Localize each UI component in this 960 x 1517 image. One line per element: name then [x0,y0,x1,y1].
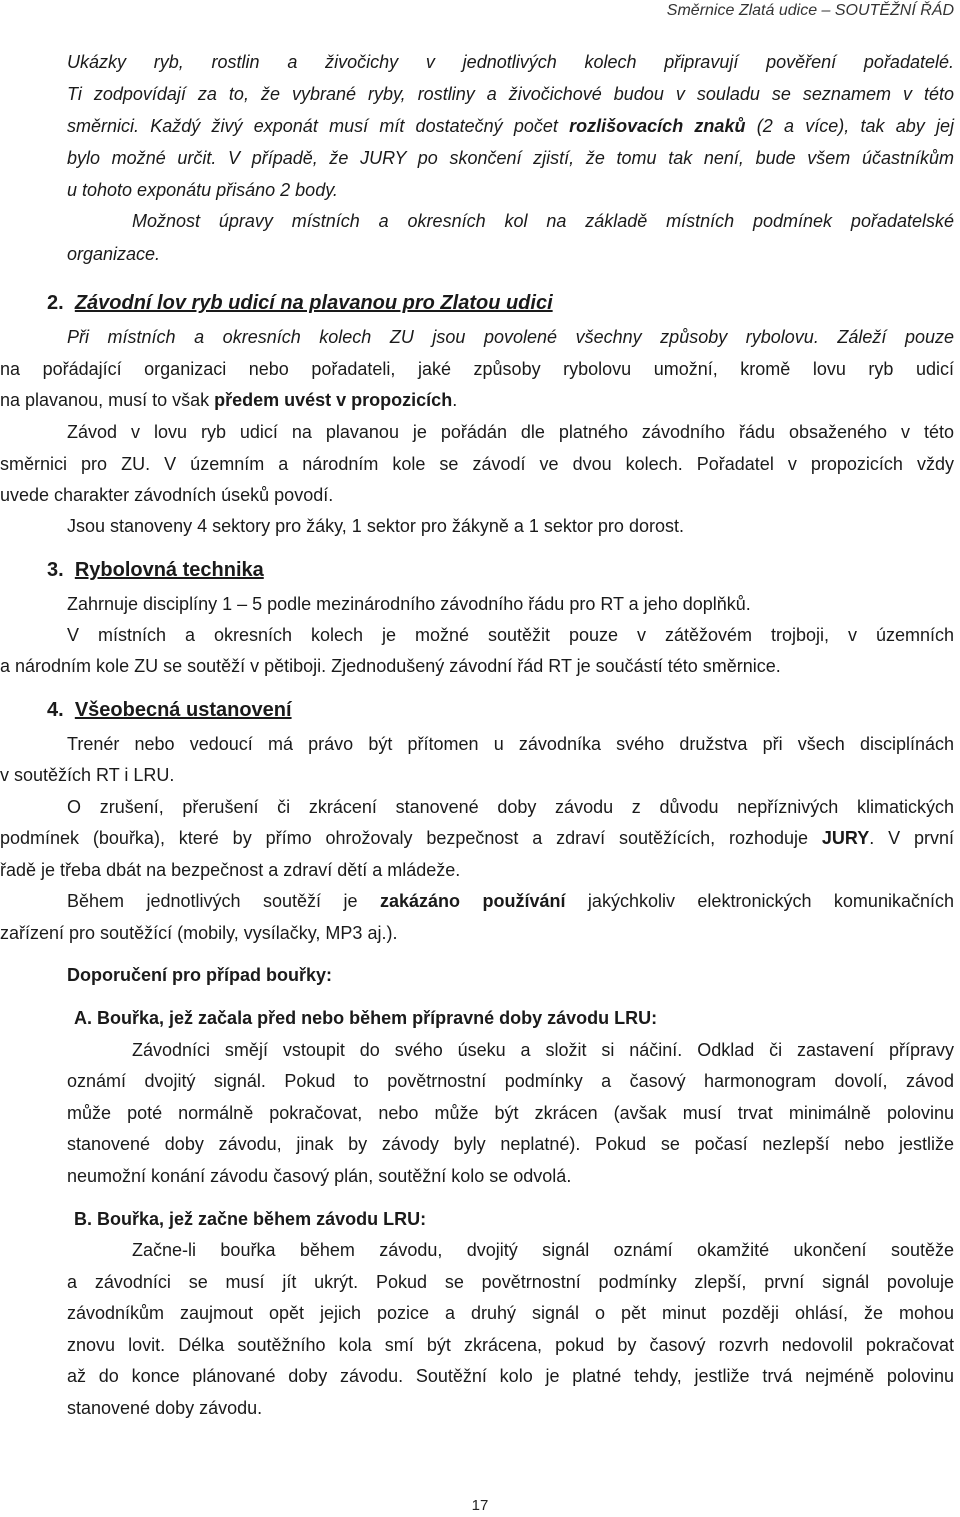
p1-line-4: bylo možné určit. V případě, že JURY po skončení zjistí, že tomu tak není, bude všem účastníkům [67,148,954,168]
p1-line-6: Možnost úpravy místních a okresních kol na základě místních podmínek pořadatelské [132,211,954,231]
s3-line-1: Zahrnuje disciplíny 1 – 5 podle mezinárodního závodního řádu pro RT a jeho doplňků. [67,594,751,614]
s2-line-5: směrnici pro ZU. V územním a národním kole se závodí ve dvou kolech. Pořadatel v propozicích vždy [0,454,954,474]
s4-line-3: O zrušení, přerušení či zkrácení stanovené doby závodu z důvodu nepříznivých klimatických [67,797,954,817]
storm-a-line-5: neumožní konání závodu časový plán, soutěžní kolo se odvolá. [67,1166,572,1186]
section-3-heading: 3. Rybolovná technika [47,559,264,581]
p1-line-5: u tohoto exponátu přisáno 2 body. [67,180,338,200]
storm-b-line-1: Začne-li bouřka během závodu, dvojitý signál oznámí okamžité ukončení soutěže [132,1240,954,1260]
p1-line-2: Ti zodpovídají za to, že vybrané ryby, rostliny a živočichové budou v souladu se seznamem v této [67,84,954,104]
s4-line-6: Během jednotlivých soutěží je zakázáno používání jakýchkoliv elektronických komunikačních [67,891,954,911]
s4-line-7: zařízení pro soutěžící (mobily, vysílačky, MP3 aj.). [0,923,398,943]
s3-line-2: V místních a okresních kolech je možné soutěžit pouze v zátěžovém trojboji, v územních [67,625,954,645]
storm-a-line-4: stanovené doby závodu, jinak by závody byly neplatné). Pokud se počasí nezlepší nebo jestliže [67,1134,954,1154]
s2-line-3: na plavanou, musí to však předem uvést v propozicích. [0,390,458,410]
s3-line-3: a národním kole ZU se soutěží v pětiboji. Zjednodušený závodní řád RT je součástí této směrnice. [0,656,781,676]
storm-a-title: A. Bouřka, jež začala před nebo během přípravné doby závodu LRU: [74,1008,658,1028]
s2-line-4: Závod v lovu ryb udicí na plavanou je pořádán dle platného závodního řádu obsaženého v této [67,422,954,442]
page-number: 17 [471,1497,489,1514]
storm-b-line-6: stanovené doby závodu. [67,1398,263,1418]
storm-a-line-2: oznámí dvojitý signál. Pokud to povětrnostní podmínky a časový harmonogram dovolí, závod [67,1071,954,1091]
storm-b-line-5: až do konce plánované doby závodu. Soutěžní kolo je platné tehdy, jestliže trvá nejméně polovinu [67,1366,954,1386]
storm-b-title: B. Bouřka, jež začne během závodu LRU: [74,1209,427,1229]
storm-b-line-4: znovu lovit. Délka soutěžního kola smí být zkrácena, pokud by časový rozvrh nedovolil pokračovat [67,1335,954,1355]
storm-a-line-3: může poté normálně pokračovat, nebo může být zkrácen (avšak musí trvat minimálně polovinu [67,1103,954,1123]
section-2-heading: 2. Závodní lov ryb udicí na plavanou pro Zlatou udici [47,292,553,314]
s2-line-2: na pořádající organizaci nebo pořadateli, jaké způsoby rybolovu umožní, kromě lovu ryb udicí [0,359,954,379]
s2-line-7: Jsou stanoveny 4 sektory pro žáky, 1 sektor pro žákyně a 1 sektor pro dorost. [67,516,684,536]
s4-line-1: Trenér nebo vedoucí má právo být přítomen u závodníka svého družstva při všech disciplínách [67,734,954,754]
section-4-heading: 4. Všeobecná ustanovení [47,699,292,721]
s4-line-2: v soutěžích RT i LRU. [0,765,175,785]
storm-a-line-1: Závodníci smějí vstoupit do svého úseku a složit si náčiní. Odklad či zastavení přípravy [132,1040,954,1060]
running-header: Směrnice Zlatá udice – SOUTĚŽNÍ ŘÁD [666,2,954,19]
storm-b-line-3: závodníkům zaujmout opět jejich pozice a druhý signál o pět minut později ohlásí, že mohou [67,1303,954,1323]
storm-b-line-2: a závodníci se musí jít ukrýt. Pokud se povětrnostní podmínky zlepší, první signál povoluje [67,1272,954,1292]
p1-line-3: směrnici. Každý živý exponát musí mít dostatečný počet rozlišovacích znaků (2 a více), tak aby jej [67,116,954,136]
p1-line-1: Ukázky ryb, rostlin a živočichy v jednotlivých kolech připravují pověření pořadatelé. [67,52,954,72]
s4-line-5: řadě je třeba dbát na bezpečnost a zdraví dětí a mládeže. [0,860,461,880]
s2-line-6: uvede charakter závodních úseků povodí. [0,485,334,505]
s2-line-1: Při místních a okresních kolech ZU jsou povolené všechny způsoby rybolovu. Záleží pouze [67,327,954,347]
p1-line-7: organizace. [67,244,161,264]
storm-heading: Doporučení pro případ bouřky: [67,965,333,985]
s4-line-4: podmínek (bouřka), které by přímo ohrožovaly bezpečnost a zdraví soutěžících, rozhoduje JURY. V první [0,828,954,848]
